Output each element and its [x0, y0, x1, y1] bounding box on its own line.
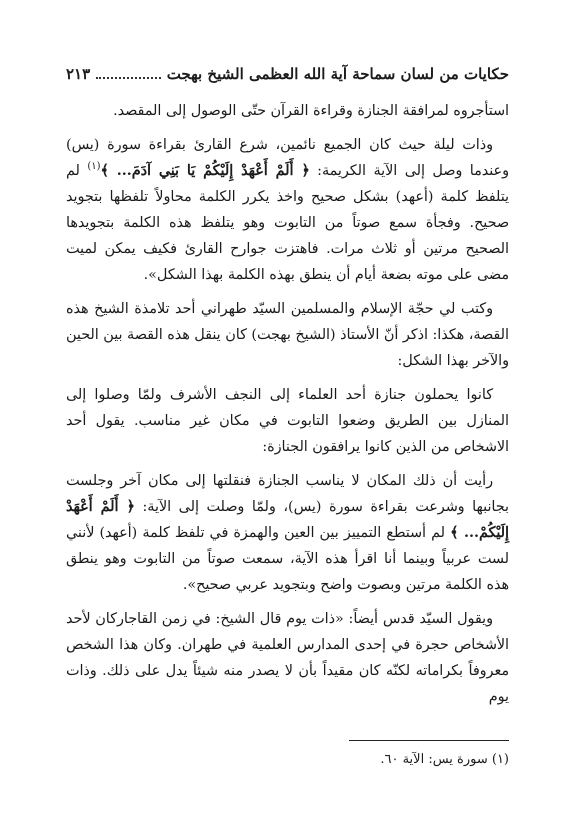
paragraph-1: استأجروه لمرافقة الجنازة وقراءة القرآن حتّى الوصول إلى المقصد. [113, 103, 509, 119]
header-title: حكايات من لسان سماحة آية الله العظمى الشيخ بهجت [166, 65, 509, 83]
page-number: ٢١٣ [66, 65, 91, 83]
paragraph-2-text-a: وذات ليلة حيث كان الجميع نائمين، شرع القارئ بقراءة سورة (يس) وعندما وصل إلى الآية الكريمة: [66, 137, 509, 179]
paragraph-5-text-a: رأيت أن ذلك المكان لا يناسب الجنازة فنقلتها إلى مكان آخر وجلست بجانبها وشرعت بقراءة سورة (يس)، ولمّا وصلت إلى الآية: [66, 473, 509, 515]
footnote-marker: (١) [87, 161, 101, 173]
paragraph-5-text-b: لم أستطع التمييز بين العين والهمزة في تلفظ كلمة (أعهد) لأنني لست عربياً وبينما أنا اقرأ هذه الآية، سمعت صوتاً من التابوت وهو ينطق هذه الكلمة مرتين وبصوت واضح وبتجويد عربي صحيح». [66, 525, 509, 593]
page-body [66, 98, 509, 718]
header-dot-leader [96, 69, 161, 79]
paragraph-4: كانوا يحملون جنازة أحد العلماء إلى النجف الأشرف ولمّا وصلوا إلى المنازل بين الطريق وضعوا التابوت في مكان غير مناسب. يقول أحد الاشخاص من الذين كانوا يرافقون الجنازة: [66, 387, 509, 455]
paragraph-2-text-b: لم يتلفظ كلمة (أعهد) بشكل صحيح واخذ يكرر الكلمة محاولاً تلفظها بتجويد صحيح. وفجأة سمع صوتاً من التابوت وهو يتلفظ هذه الكلمة بتجويدها الصحيح مرتين أو ثلاث مرات. فاهتزت جوارح القارئ فكيف يمكن لميت مضى على موته بضعة أيام أن ينطق بهذه الكلمة بهذا الشكل». [66, 163, 509, 283]
paragraph-5 [66, 468, 509, 598]
footnote: (١) سورة يس: الآية ٦٠. [380, 752, 509, 767]
quran-quote: ﴿ أَلَمْ أَعْهَدْ إِلَيْكُمْ يَا بَنِي آدَمَ... ﴾ [100, 163, 310, 179]
quran-quote: ﴿ أَلَمْ أَعْهَدْ إِلَيْكُمْ... ﴾ [66, 499, 510, 541]
paragraph-2 [66, 132, 509, 288]
paragraph-3: وكتب لي حجّة الإسلام والمسلمين السيّد طهراني أحد تلامذة الشيخ هذه القصة، هكذا: اذكر أنّ الأستاذ (الشيخ بهجت) كان ينقل هذه القصة بين الحين والآخر بهذا الشكل: [66, 301, 509, 369]
running-header [66, 62, 509, 86]
paragraph-6: ويقول السيّد قدس أيضاً: «ذات يوم قال الشيخ: في زمن القاجاركان لأحد الأشخاص حجرة في إحدى المدارس العلمية في طهران. وكان هذا الشخص معروفاً بكراماته لكنّه كان مقيداً بأن لا يصدر منه شيئاً يدل على ذلك. وذات يوم [66, 611, 509, 705]
footnote-divider [349, 740, 509, 741]
